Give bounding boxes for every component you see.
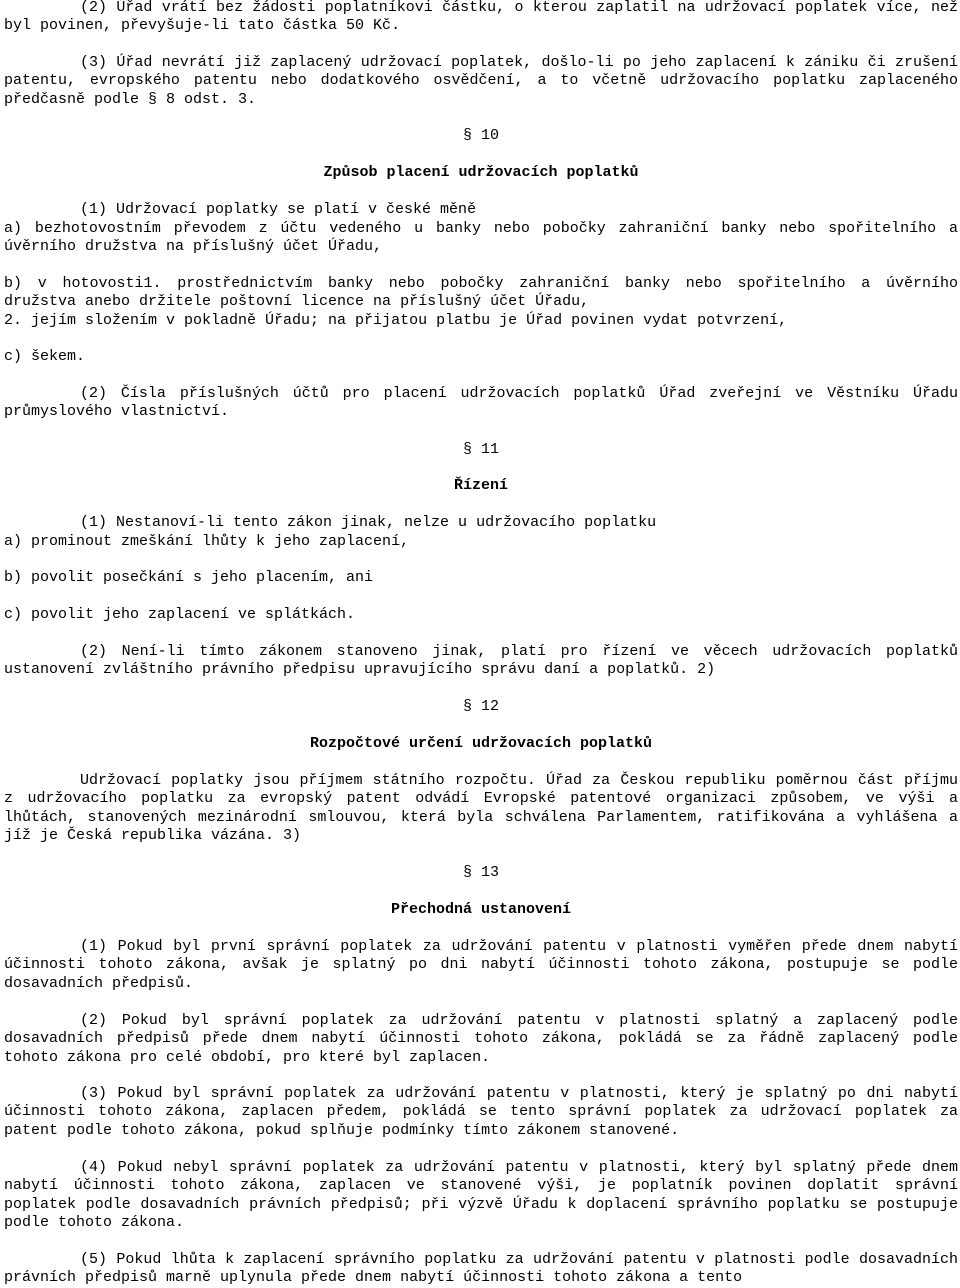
- paragraph-account-numbers: (2) Čísla příslušných účtů pro placení udržovacích poplatků Úřad zveřejní ve Věstníku Úřadu průmyslového vlastnictví.: [4, 385, 958, 421]
- paragraph-payment-cheque: c) šekem.: [4, 348, 86, 365]
- paragraph-payment-transfer: a) bezhotovostním převodem z účtu vedeného u banky nebo pobočky zahraniční banky nebo spořitelního a úvěrního družstva na příslušný účet Úřadu,: [4, 220, 958, 256]
- paragraph-budget: Udržovací poplatky jsou příjmem státního rozpočtu. Úřad za Českou republiku poměrnou část příjmu z udržovacího poplatku za evropský patent odvádí Evropské patentové organizaci způsobem, ve výši a lhůtách, stanovených mezinárodní smlouvou, která byla schválena Parlamentem, ratifikována a vyhlášena a jíž je Česká republika vázána. 3): [4, 772, 958, 845]
- paragraph-payment-cashdesk: 2. jejím složením v pokladně Úřadu; na přijatou platbu je Úřad povinen vydat potvrzení,: [4, 312, 788, 329]
- paragraph-proceedings-c: c) povolit jeho zaplacení ve splátkách.: [4, 606, 356, 623]
- section-10-title: Způsob placení udržovacích poplatků: [323, 164, 639, 181]
- paragraph-payment-currency: (1) Udržovací poplatky se platí v české měně: [80, 201, 477, 218]
- paragraph-proceedings-intro: (1) Nestanoví-li tento zákon jinak, nelze u udržovacího poplatku: [80, 514, 657, 531]
- section-11-title: Řízení: [453, 477, 508, 494]
- section-11-number: § 11: [462, 441, 499, 458]
- paragraph-transitional-2: (2) Pokud byl správní poplatek za udržování patentu v platnosti splatný a zaplacený podle dosavadních předpisů přede dnem nabytí účinnosti tohoto zákona, pokládá se za řádně zaplacený podle tohoto zákona pro celé období, pro které byl zaplacen.: [4, 1012, 958, 1066]
- paragraph-payment-cash: b) v hotovosti1. prostřednictvím banky nebo pobočky zahraniční banky nebo spořitelního a úvěrního družstva anebo držitele poštovní licence na příslušný účet Úřadu,: [4, 275, 958, 311]
- paragraph-no-refund: (3) Úřad nevrátí již zaplacený udržovací poplatek, došlo-li po jeho zaplacení k zániku či zrušení patentu, evropského patentu nebo dodatkového osvědčení, a to včetně udržovacího poplatku zaplaceného předčasně podle § 8 odst. 3.: [4, 54, 958, 108]
- section-12-number: § 12: [462, 698, 499, 715]
- paragraph-proceedings-general: (2) Není-li tímto zákonem stanoveno jinak, platí pro řízení ve věcech udržovacích poplatků ustanovení zvláštního právního předpisu upravujícího správu daní a poplatků. 2): [4, 643, 958, 679]
- paragraph-transitional-1: (1) Pokud byl první správní poplatek za udržování patentu v platnosti vyměřen přede dnem nabytí účinnosti tohoto zákona, avšak je splatný po dni nabytí účinnosti tohoto zákona, postupuje se podle dosavadních předpisů.: [4, 938, 958, 992]
- section-10-number: § 10: [462, 127, 499, 144]
- section-12-title: Rozpočtové určení udržovacích poplatků: [309, 735, 653, 752]
- section-13-title: Přechodná ustanovení: [390, 901, 572, 918]
- paragraph-transitional-4: (4) Pokud nebyl správní poplatek za udržování patentu v platnosti, který byl splatný přede dnem nabytí účinnosti tohoto zákona, zaplacen ve stanovené výši, je poplatník povinen doplatit správní poplatek podle dosavadních právních předpisů; při výzvě Úřadu k doplacení správního poplatku se postupuje podle tohoto zákona.: [4, 1159, 958, 1232]
- paragraph-transitional-5: (5) Pokud lhůta k zaplacení správního poplatku za udržování patentu v platnosti podle dosavadních právních předpisů marně uplynula přede dnem nabytí účinnosti tohoto zákona a tento: [4, 1251, 958, 1287]
- section-13-number: § 13: [462, 864, 499, 881]
- paragraph-proceedings-a: a) prominout zmeškání lhůty k jeho zaplacení,: [4, 533, 410, 550]
- paragraph-transitional-3: (3) Pokud byl správní poplatek za udržování patentu v platnosti, který je splatný po dni nabytí účinnosti tohoto zákona, zaplacen předem, pokládá se tento správní poplatek za udržovací poplatek za patent podle tohoto zákona, pokud splňuje podmínky tímto zákonem stanovené.: [4, 1085, 958, 1139]
- paragraph-proceedings-b: b) povolit posečkání s jeho placením, ani: [4, 569, 374, 586]
- paragraph-refund: (2) Úřad vrátí bez žádosti poplatníkovi částku, o kterou zaplatil na udržovací poplatek více, než byl povinen, převyšuje-li tato částka 50 Kč.: [4, 0, 958, 35]
